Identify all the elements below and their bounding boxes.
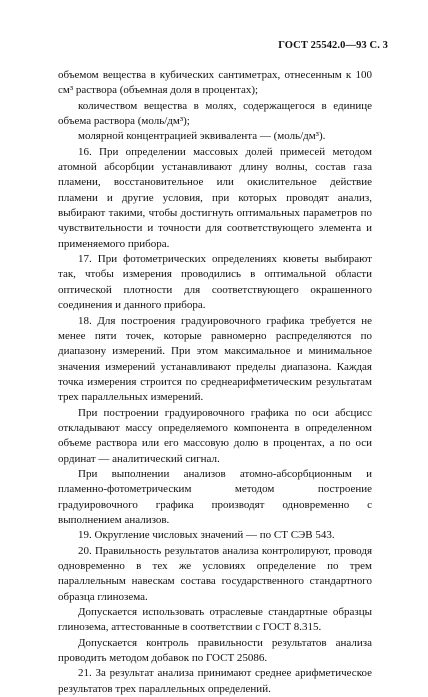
clause-21: 21. За результат анализа принимают среднее арифметическое результатов трех параллельных определений. xyxy=(58,667,372,695)
clause-18: 18. Для построения градуировочного графика требуется не менее пяти точек, которые равномерно распределяются по диапазону измерений. При этом максимальное и минимальное значения измерений устанавливают пределы диапазона. Каждая точка измерения строится по среднеарифметическим результатам трех параллельных измерений. xyxy=(58,314,372,404)
paragraph: молярной концентрацией эквивалента — (моль/дм³). xyxy=(78,130,326,143)
paragraph: объемом вещества в кубических сантиметрах, отнесенным к 100 см³ раствора (объемная доля в процентах); xyxy=(58,69,372,97)
paragraph: Допускается контроль правильности результатов анализа проводить методом добавок по ГОСТ 25086. xyxy=(58,636,372,665)
paragraph: Допускается использовать отраслевые стандартные образцы глинозема, аттестованные в соответствии с ГОСТ 8.315. xyxy=(58,606,372,634)
clause-16: 16. При определении массовых долей примесей методом атомной абсорбции устанавливают длину волны, состав газа пламени, восстановительное или окислительное действие пламени и другие условия, при которых проводят анализ, выбирают такими, чтобы достигнуть оптимальных параметров по чувствительности и точности для соответствующего элемента и применяемого прибора. xyxy=(58,145,372,250)
document-body xyxy=(58,68,372,697)
clause-19: 19. Округление числовых значений — по СТ СЭВ 543. xyxy=(78,529,335,542)
paragraph: При выполнении анализов атомно-абсорбционным и пламенно-фотометрическим методом построение градуировочного графика производят одновременно с выполнением анализов. xyxy=(58,467,372,526)
paragraph: При построении градуировочного графика по оси абсцисс откладывают массу определяемого компонента в определенном объеме раствора или его массовую долю в процентах, а по оси ординат — аналитический сигнал. xyxy=(58,406,372,465)
clause-17: 17. При фотометрических определениях кюветы выбирают так, чтобы измерения проводились в оптимальной области оптической плотности для соответствующего окрашенного соединения и данного прибора. xyxy=(58,253,372,312)
paragraph: количеством вещества в молях, содержащегося в единице объема раствора (моль/дм³); xyxy=(58,99,372,128)
running-header: ГОСТ 25542.0—93 С. 3 xyxy=(278,40,388,51)
clause-20: 20. Правильность результатов анализа контролируют, проводя одновременно в тех же условиях определение по трем параллельным навескам состава государственного стандартного образца глинозема. xyxy=(58,544,372,603)
